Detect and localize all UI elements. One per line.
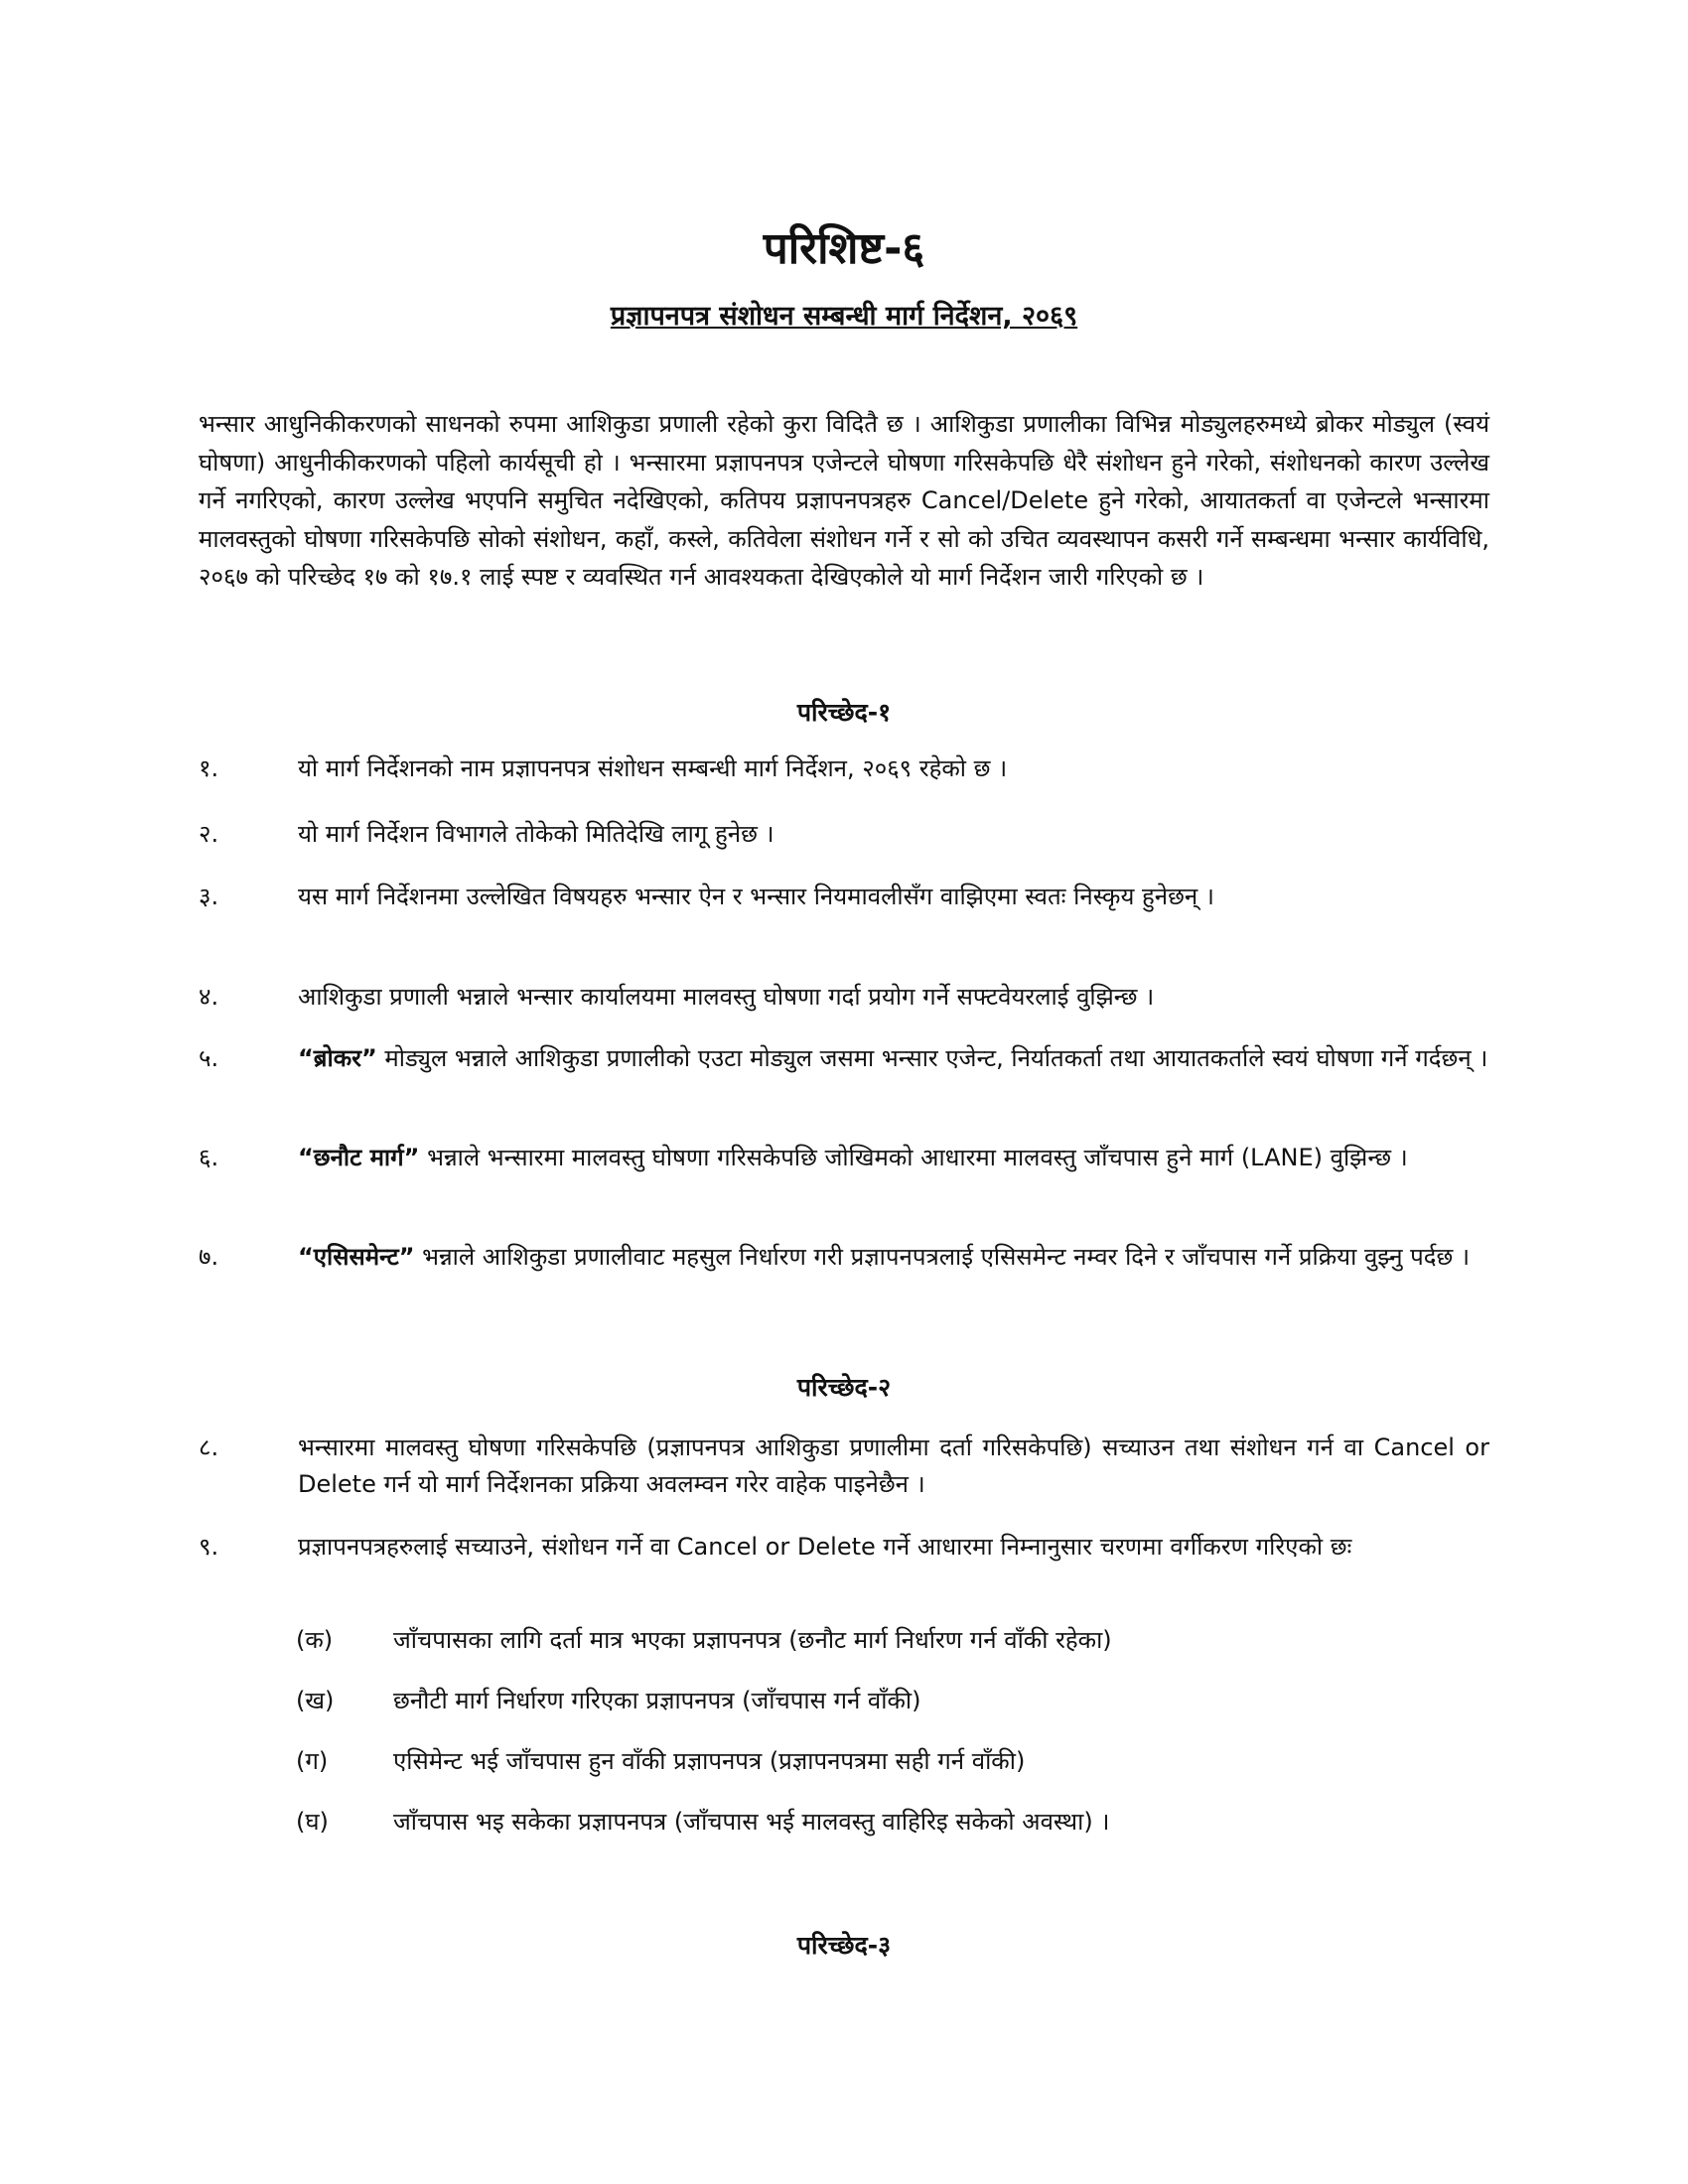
clause-text: आशिकुडा प्रणाली भन्नाले भन्सार कार्यालयमा मालवस्तु घोषणा गर्दा प्रयोग गर्ने सफ्टवेयरलाई वुझिन्छ । (298, 983, 1155, 1011)
sub-item-label: (घ) (296, 1808, 329, 1836)
chapter-3-heading: परिच्छेद-३ (796, 1931, 892, 1960)
document-title: परिशिष्ट-६ (763, 223, 925, 274)
clause-number: ४. (199, 983, 219, 1011)
sub-item-label: (ख) (296, 1687, 335, 1714)
clause-9 (199, 1529, 1489, 1566)
clause-8 (199, 1430, 1489, 1503)
clause-body (298, 1040, 1489, 1077)
clause-number: ३. (199, 883, 219, 910)
clause-text: मोड्युल भन्नाले आशिकुडा प्रणालीको एउटा मोड्युल जसमा भन्सार एजेन्ट, निर्यातकर्ता तथा आयातकर्ताले स्वयं घोषणा गर्ने गर्दछन् । (376, 1044, 1488, 1072)
clause-text: भन्नाले आशिकुडा प्रणालीवाट महसुल निर्धारण गरी प्रज्ञापनपत्रलाई एसिसमेन्ट नम्वर दिने र जाँचपास गर्ने प्रक्रिया वुझ्नु पर्दछ । (414, 1243, 1471, 1271)
clause-3 (199, 879, 1489, 915)
clause-body (298, 1140, 1489, 1176)
sub-item-text: छनौटी मार्ग निर्धारण गरिएका प्रज्ञापनपत्र (जाँचपास गर्न वाँकी) (393, 1687, 921, 1714)
clause-body (298, 1239, 1489, 1276)
clause-number: १. (199, 754, 219, 782)
clause-number: ६. (199, 1144, 219, 1171)
sub-item-ka (296, 1622, 1487, 1658)
clause-text: प्रज्ञापनपत्रहरुलाई सच्याउने, संशोधन गर्ने वा Cancel or Delete गर्ने आधारमा निम्नानुसार चरणमा वर्गीकरण गरिएको छः (298, 1533, 1352, 1561)
chapter-1-heading: परिच्छेद-१ (796, 698, 892, 727)
sub-item-text: जाँचपासका लागि दर्ता मात्र भएका प्रज्ञापनपत्र (छनौट मार्ग निर्धारण गर्न वाँकी रहेका) (393, 1626, 1112, 1654)
clause-1 (199, 751, 1489, 787)
clause-number: ९. (199, 1533, 219, 1561)
sub-item-text: जाँचपास भइ सकेका प्रज्ञापनपत्र (जाँचपास भई मालवस्तु वाहिरिइ सकेको अवस्था) । (393, 1808, 1110, 1836)
chapter-2-heading: परिच्छेद-२ (796, 1373, 892, 1402)
clause-7 (199, 1239, 1489, 1276)
sub-item-kha (296, 1683, 1487, 1718)
document-subtitle: प्रज्ञापनपत्र संशोधन सम्बन्धी मार्ग निर्देशन, २०६९ (610, 301, 1078, 332)
clause-text: भन्सारमा मालवस्तु घोषणा गरिसकेपछि (प्रज्ञापनपत्र आशिकुडा प्रणालीमा दर्ता गरिसकेपछि) सच्याउन तथा संशोधन गर्न वा Cancel or Delete गर्न यो मार्ग निर्देशनका प्रक्रिया अवलम्वन गरेर वाहेक पाइनेछैन । (298, 1433, 1489, 1498)
clause-6 (199, 1140, 1489, 1176)
intro-paragraph: भन्सार आधुनिकीकरणको साधनको रुपमा आशिकुडा प्रणाली रहेको कुरा विदितै छ । आशिकुडा प्रणालीका विभिन्न मोड्युलहरुमध्ये ब्रोकर मोड्युल (स्वयं घोषणा) आधुनीकीकरणको पहिलो कार्यसूची हो । भन्सारमा प्रज्ञापनपत्र एजेन्टले घोषणा गरिसकेपछि धेरै संशोधन हुने गरेको, संशोधनको कारण उल्लेख गर्ने नगरिएको, कारण उल्लेख भएपनि समुचित नदेखिएको, कतिपय प्रज्ञापनपत्रहरु Cancel/Delete हुने गरेको, आयातकर्ता वा एजेन्टले भन्सारमा मालवस्तुको घोषणा गरिसकेपछि सोको संशोधन, कहाँ, कस्ले, कतिवेला संशोधन गर्ने र सो को उचित व्यवस्थापन कसरी गर्ने सम्बन्धमा भन्सार कार्यविधि, २०६७ को परिच्छेद १७ को १७.१ लाई स्पष्ट र व्यवस्थित गर्न आवश्यकता देखिएकोले यो मार्ग निर्देशन जारी गरिएको छ । (199, 410, 1489, 591)
defined-term: “एसिसमेन्ट” (298, 1243, 415, 1271)
defined-term: “ब्रोकर” (298, 1044, 377, 1072)
clause-4 (199, 979, 1489, 1016)
clause-text: यस मार्ग निर्देशनमा उल्लेखित विषयहरु भन्सार ऐन र भन्सार नियमावलीसँग वाझिएमा स्वतः निस्कृय हुनेछन् । (298, 883, 1214, 910)
sub-item-label: (ग) (296, 1747, 329, 1775)
clause-number: ५. (199, 1044, 219, 1072)
clause-number: २. (199, 820, 219, 848)
clause-number: ८. (199, 1433, 219, 1461)
clause-2 (199, 816, 1489, 853)
defined-term: “छनौट मार्ग” (298, 1144, 420, 1171)
sub-item-ga (296, 1743, 1487, 1779)
clause-text: भन्नाले भन्सारमा मालवस्तु घोषणा गरिसकेपछि जोखिमको आधारमा मालवस्तु जाँचपास हुने मार्ग (LANE) वुझिन्छ । (419, 1144, 1408, 1171)
clause-5 (199, 1040, 1489, 1077)
sub-item-label: (क) (296, 1626, 334, 1654)
sub-item-gha (296, 1804, 1487, 1840)
clause-number: ७. (199, 1243, 219, 1271)
clause-text: यो मार्ग निर्देशन विभागले तोकेको मितिदेखि लागू हुनेछ । (298, 820, 774, 848)
sub-item-text: एसिमेन्ट भई जाँचपास हुन वाँकी प्रज्ञापनपत्र (प्रज्ञापनपत्रमा सही गर्न वाँकी) (393, 1747, 1026, 1775)
clause-text: यो मार्ग निर्देशनको नाम प्रज्ञापनपत्र संशोधन सम्बन्धी मार्ग निर्देशन, २०६९ रहेको छ । (298, 754, 1008, 782)
